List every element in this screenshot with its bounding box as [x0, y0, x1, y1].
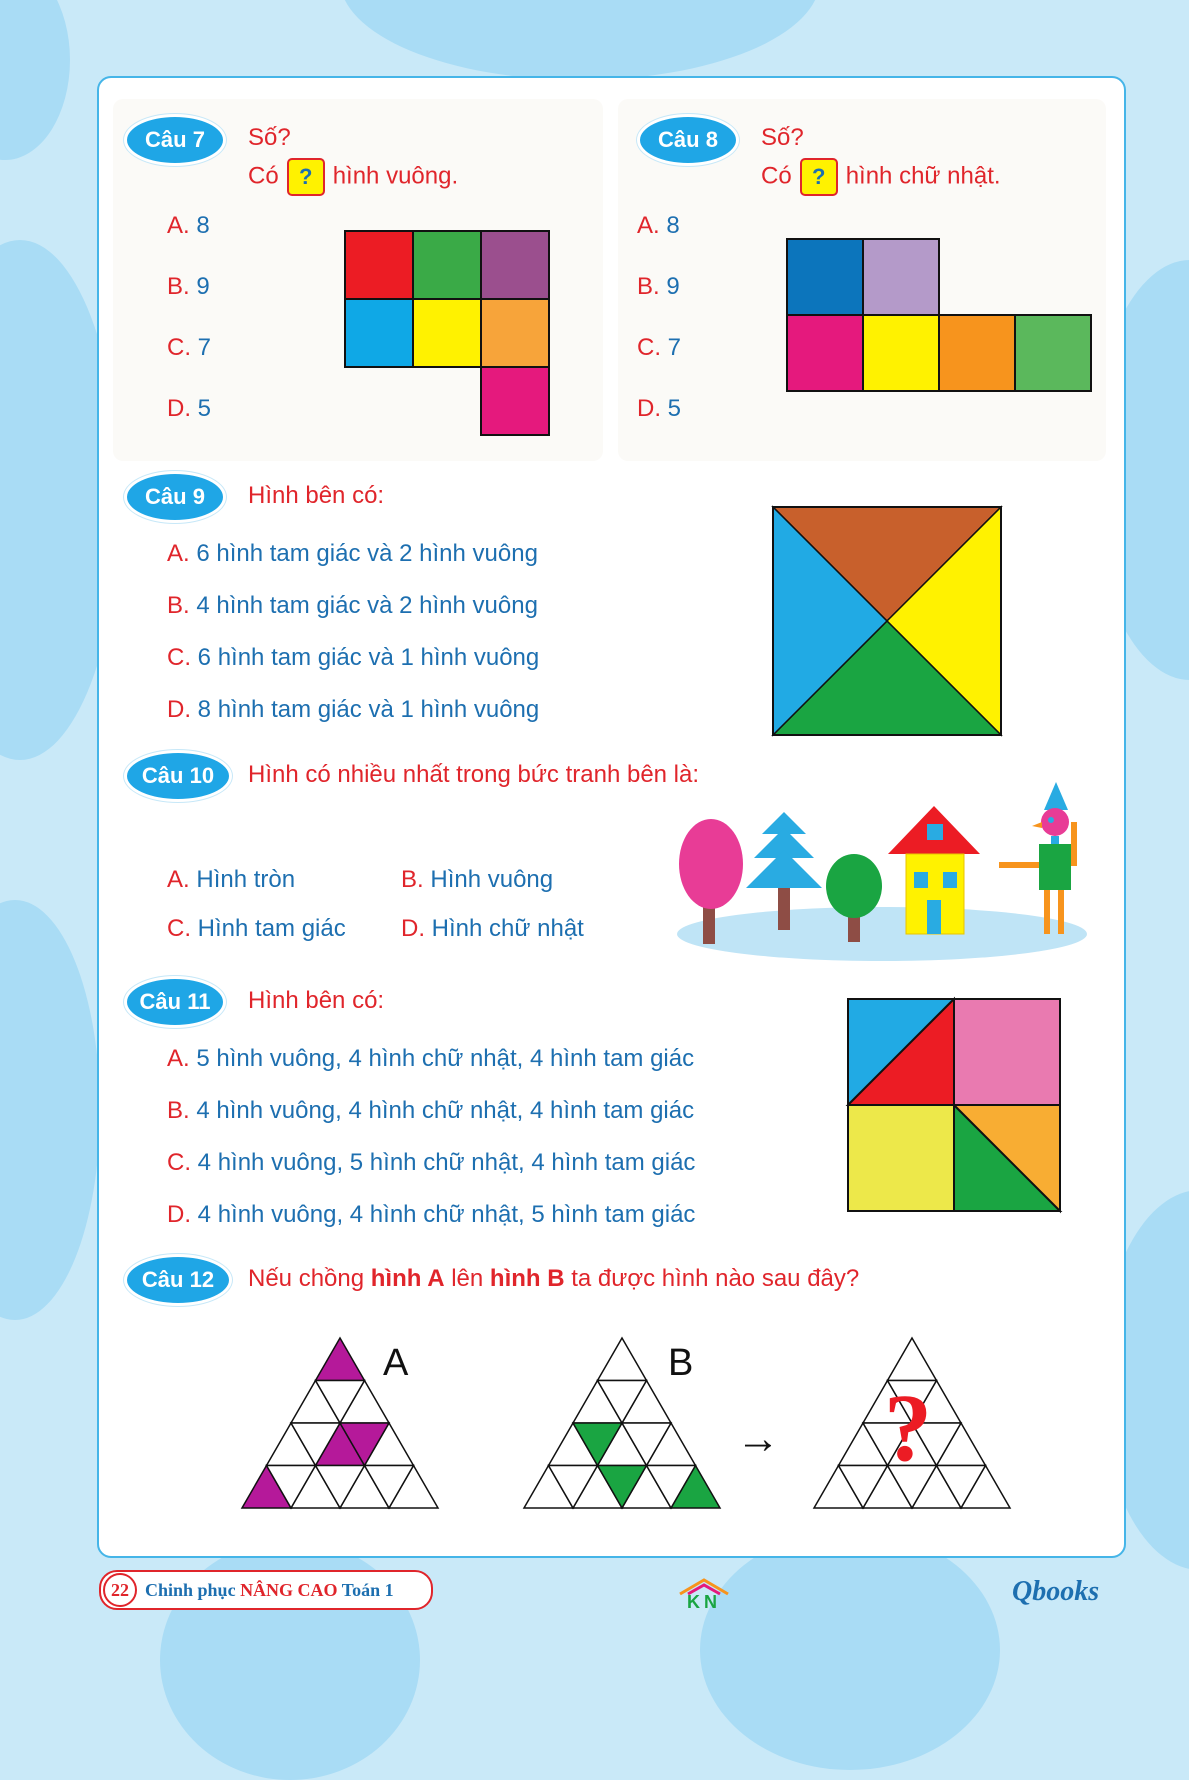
option-d[interactable]: D. Hình chữ nhật	[401, 915, 584, 942]
triangle-figure-a	[240, 1336, 440, 1512]
house-window	[943, 872, 957, 888]
robot-nose	[1032, 822, 1042, 828]
square-cell	[939, 315, 1015, 391]
house-roof-window	[927, 824, 943, 840]
square-cell	[481, 299, 549, 367]
footer-book-title	[99, 1570, 433, 1610]
option-b[interactable]: B. 9	[167, 273, 210, 300]
question-11-figure	[846, 997, 1062, 1213]
robot-body	[1039, 844, 1071, 890]
robot-hat	[1044, 782, 1068, 810]
option-a[interactable]: A. 5 hình vuông, 4 hình chữ nhật, 4 hình tam giác	[167, 1045, 695, 1072]
question-7-text-after: hình vuông.	[332, 162, 459, 190]
option-c[interactable]: C. 7	[167, 334, 212, 361]
question-8-text	[761, 158, 1001, 196]
square-cell	[413, 299, 481, 367]
answer-placeholder[interactable]: ?	[287, 158, 325, 196]
background-circle	[0, 900, 100, 1320]
option-c[interactable]: C. 4 hình vuông, 5 hình chữ nhật, 4 hình tam giác	[167, 1149, 696, 1176]
question-7-text-before: Có	[248, 162, 279, 190]
square-cell	[787, 239, 863, 315]
question-7-prompt: Số?	[248, 124, 291, 151]
robot-leg	[1044, 890, 1050, 934]
square-cell	[863, 315, 939, 391]
question-11-prompt: Hình bên có:	[248, 987, 385, 1014]
question-7-text	[248, 158, 458, 196]
question-10-badge: Câu 10	[124, 750, 232, 802]
option-a[interactable]: A. Hình tròn	[167, 866, 296, 893]
question-10-prompt: Hình có nhiều nhất trong bức tranh bên là:	[248, 761, 700, 788]
question-9-badge: Câu 9	[124, 471, 226, 523]
option-a[interactable]: A. 8	[637, 212, 680, 239]
square-cell	[481, 367, 549, 435]
background-circle	[0, 0, 70, 160]
answer-placeholder[interactable]: ?	[800, 158, 838, 196]
option-c[interactable]: C. 7	[637, 334, 682, 361]
question-9-figure	[771, 505, 1003, 737]
question-12-badge: Câu 12	[124, 1254, 232, 1306]
tree-trunk	[778, 886, 790, 930]
option-b[interactable]: B. 4 hình tam giác và 2 hình vuông	[167, 592, 538, 619]
arrow-icon: →	[736, 1414, 780, 1463]
question-11-badge: Câu 11	[124, 976, 226, 1028]
shape-a-reference: hình A	[370, 1265, 445, 1292]
square-cell	[1015, 315, 1091, 391]
house-window	[914, 872, 928, 888]
lake-ellipse	[677, 907, 1087, 961]
option-d[interactable]: D. 4 hình vuông, 4 hình chữ nhật, 5 hình tam giác	[167, 1201, 696, 1228]
round-tree-green	[826, 854, 882, 918]
option-d[interactable]: D. 8 hình tam giác và 1 hình vuông	[167, 696, 540, 723]
question-8-prompt: Số?	[761, 124, 804, 151]
question-8-text-before: Có	[761, 162, 792, 190]
option-a[interactable]: A. 8	[167, 212, 210, 239]
page-number: 22	[103, 1573, 137, 1607]
square-cell	[787, 315, 863, 391]
option-c[interactable]: C. Hình tam giác	[167, 915, 346, 942]
option-b[interactable]: B. 9	[637, 273, 680, 300]
house-door	[927, 900, 941, 934]
option-c[interactable]: C. 6 hình tam giác và 1 hình vuông	[167, 644, 540, 671]
question-8-figure	[785, 237, 1093, 395]
book-title: Chinh phục NÂNG CAO Toán 1	[145, 1579, 394, 1600]
figure-a-label: A	[383, 1342, 409, 1384]
yellow-square	[848, 1105, 954, 1211]
question-8-badge: Câu 8	[637, 114, 739, 166]
background-circle	[340, 0, 820, 80]
question-10-picture	[672, 782, 1092, 972]
figure-b-label: B	[668, 1342, 694, 1384]
square-cell	[345, 231, 413, 299]
publisher-logo-qbooks: Qbooks	[1012, 1576, 1100, 1607]
question-12-prompt: Nếu chồng hình A lên hình B ta được hình nào sau đây?	[248, 1265, 860, 1292]
grid-triangle-up	[598, 1338, 647, 1381]
robot-eye	[1048, 817, 1054, 823]
unknown-question-mark: ?	[884, 1374, 932, 1481]
option-b[interactable]: B. 4 hình vuông, 4 hình chữ nhật, 4 hình tam giác	[167, 1097, 695, 1124]
publisher-logo-kn	[676, 1576, 732, 1612]
option-b[interactable]: B. Hình vuông	[401, 866, 554, 893]
background-circle	[700, 1530, 1000, 1770]
square-cell	[481, 231, 549, 299]
round-tree-pink	[679, 819, 743, 909]
question-9-prompt: Hình bên có:	[248, 482, 385, 509]
grid-triangle-up	[316, 1338, 365, 1381]
option-d[interactable]: D. 5	[637, 395, 682, 422]
question-7-figure	[343, 229, 551, 445]
pink-square	[954, 999, 1060, 1105]
robot-leg	[1058, 890, 1064, 934]
robot-arm	[1071, 822, 1077, 866]
option-a[interactable]: A. 6 hình tam giác và 2 hình vuông	[167, 540, 538, 567]
square-cell	[413, 231, 481, 299]
square-cell	[863, 239, 939, 315]
square-cell	[345, 299, 413, 367]
shape-b-reference: hình B	[489, 1265, 565, 1292]
logo-kn-text: KN	[687, 1592, 721, 1612]
robot-neck	[1051, 836, 1059, 844]
robot-arm	[999, 862, 1039, 868]
question-7-badge: Câu 7	[124, 114, 226, 166]
question-8-text-after: hình chữ nhật.	[845, 162, 1001, 190]
option-d[interactable]: D. 5	[167, 395, 212, 422]
robot-head	[1041, 808, 1069, 836]
